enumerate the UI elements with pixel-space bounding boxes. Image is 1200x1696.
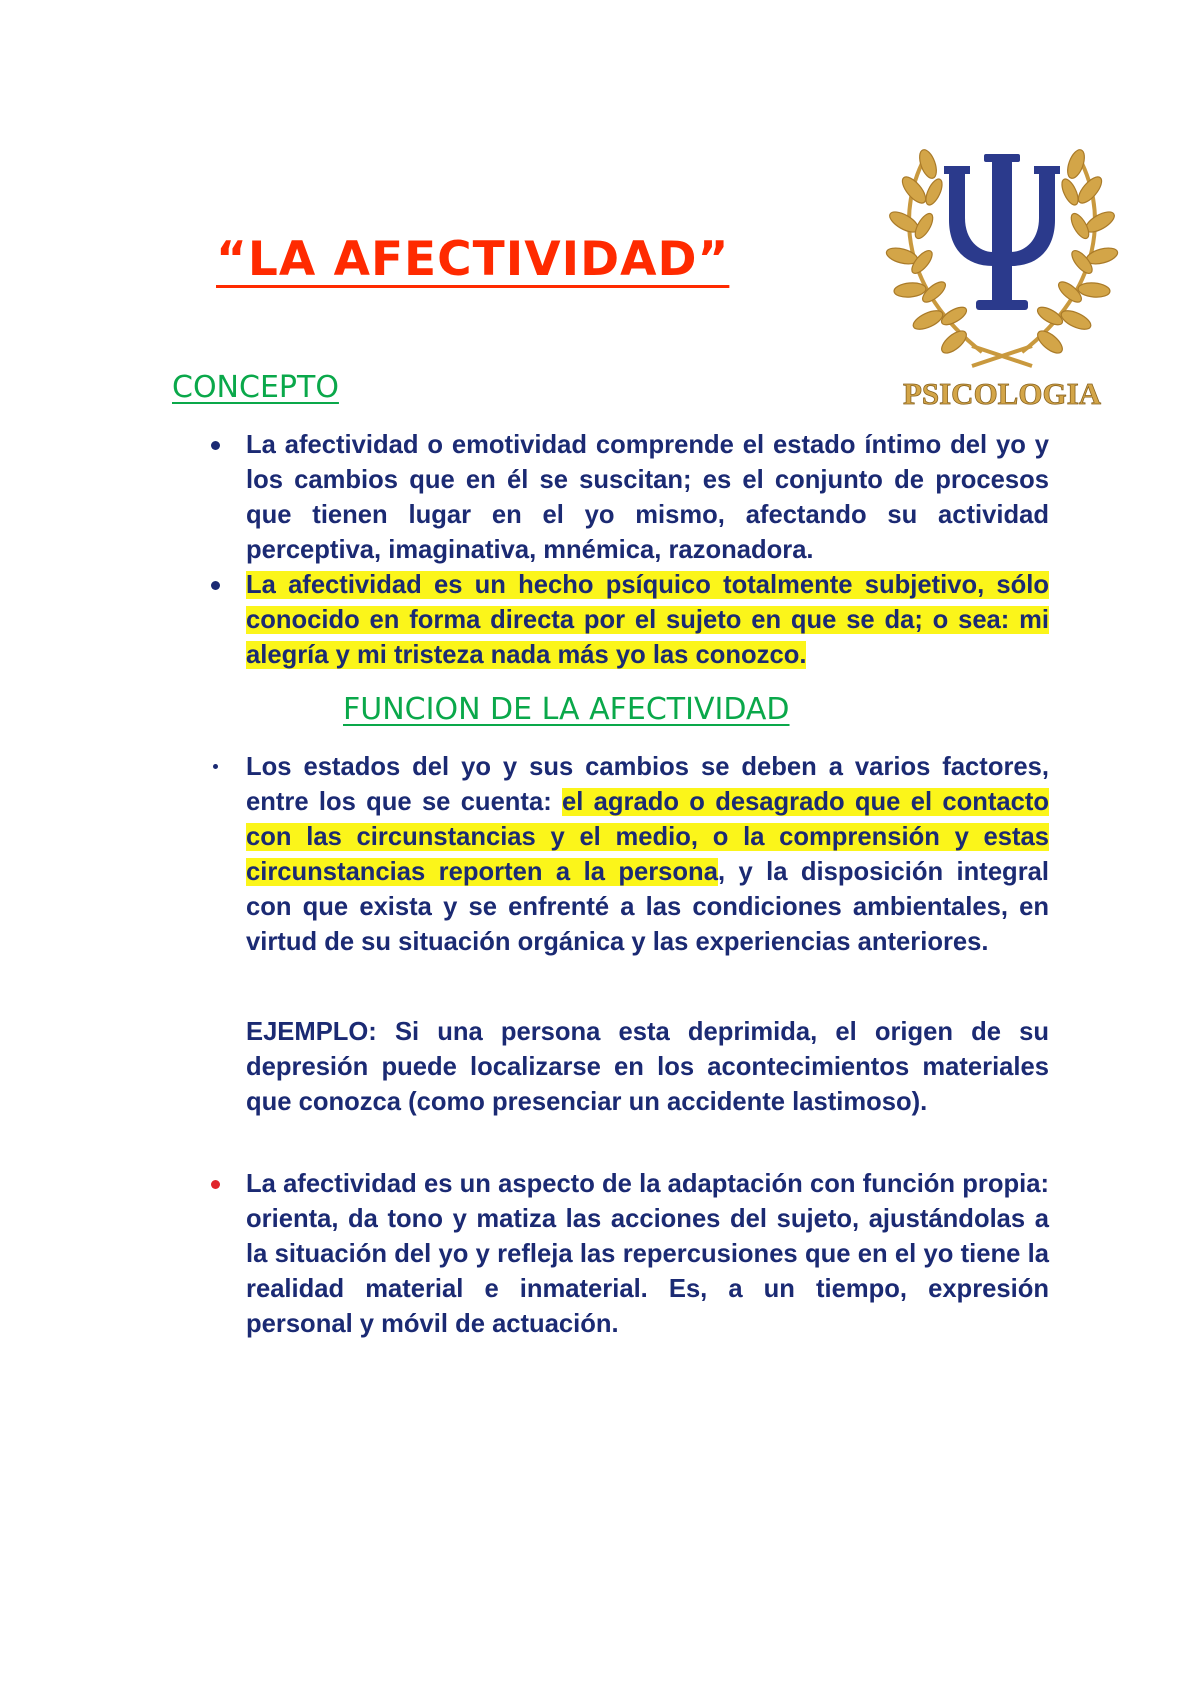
funcion-paragraph-2: La afectividad es un aspecto de la adaptación con función propia: orienta, da tono y matiza las acciones del sujeto, ajustándolas a la situación del yo y refleja las repercusiones que en el yo tiene la realidad material e inmaterial. Es, a un tiempo, expresión personal y móvil de actuación. — [246, 1170, 1049, 1338]
document-title: “LA AFECTIVIDAD” — [216, 232, 730, 287]
section-heading-concepto: CONCEPTO — [172, 370, 339, 405]
logo-label: PSICOLOGIA — [902, 376, 1102, 410]
funcion-paragraph-1 — [246, 750, 1049, 960]
bullet-icon — [211, 581, 220, 590]
example-text: Si una persona esta deprimida, el origen de su depresión puede localizarse en los acontecimientos materiales que conozca (como presenciar un accidente lastimoso). — [246, 1018, 1049, 1116]
psi-laurel-icon — [884, 140, 1120, 410]
highlighted-text: el agrado o desagrado que el contacto con las circunstancias y el medio, o la comprensión y estas circunstancias reporten a la persona — [246, 788, 1049, 886]
section-heading-funcion: FUNCION DE LA AFECTIVIDAD — [343, 692, 790, 727]
bullet-icon — [213, 764, 218, 769]
bullet-icon — [211, 1180, 220, 1189]
bullet-icon — [211, 441, 220, 450]
concepto-paragraph-1: La afectividad o emotividad comprende el estado íntimo del yo y los cambios que en él se suscitan; es el conjunto de procesos que tienen lugar en el yo mismo, afectando su actividad perceptiva, imaginativa, mnémica, razonadora. — [246, 431, 1049, 564]
concepto-paragraph-2 — [246, 568, 1049, 673]
funcion-text-end: , y la disposición integral con que exista y se enfrenté a las condiciones ambientales, en virtud de su situación orgánica y las experiencias anteriores. — [246, 858, 1049, 956]
funcion-text-start: Los estados del yo y sus cambios se deben a varios factores, entre los que se cuenta: — [246, 753, 1049, 816]
highlighted-text: La afectividad es un hecho psíquico totalmente subjetivo, sólo conocido en forma directa por el sujeto en que se da; o sea: mi alegría y mi tristeza nada más yo las conozco. — [246, 571, 1049, 669]
example-label: EJEMPLO: — [246, 1018, 377, 1046]
example-paragraph — [246, 1015, 1049, 1120]
psicologia-logo — [884, 140, 1120, 410]
